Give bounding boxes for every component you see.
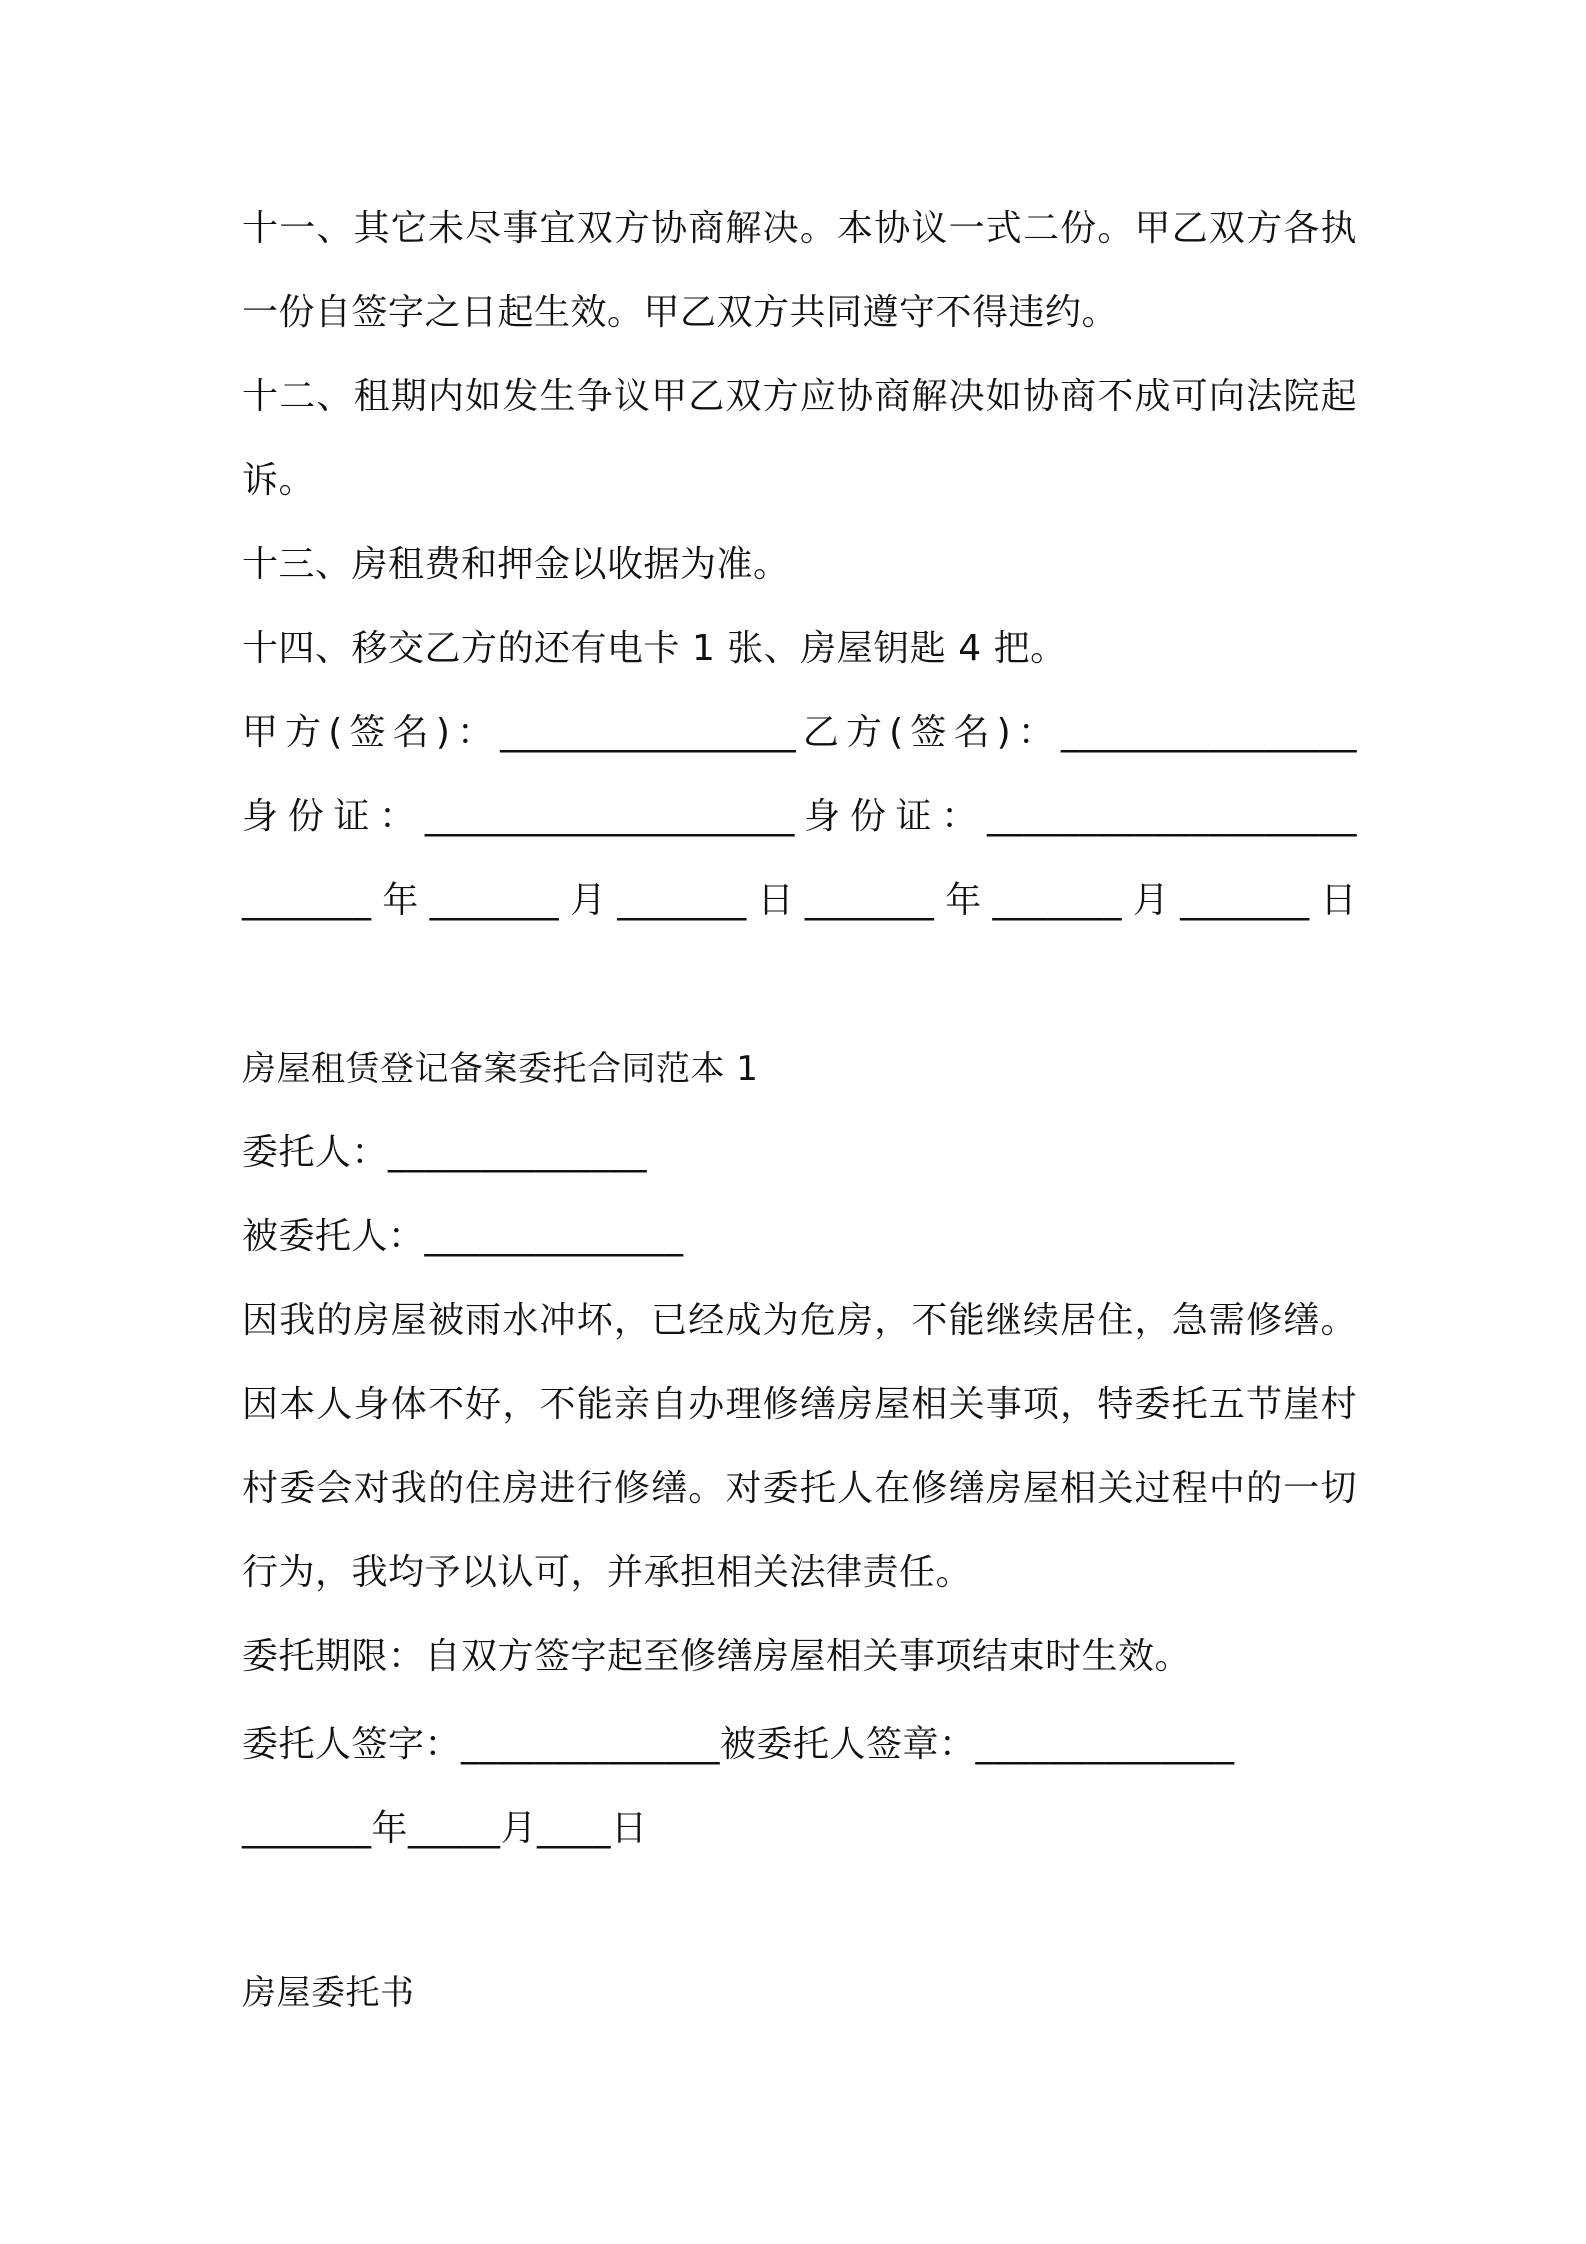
entrust-date: _______年_____月____日	[242, 1808, 648, 1849]
entrust-term: 委托期限：自双方签字起至修缮房屋相关事项结束时生效。	[242, 1636, 1192, 1677]
clause-12-line-2: 诉。	[242, 460, 316, 501]
clause-12-line-1: 十二、租期内如发生争议甲乙双方应协商解决如协商不成可向法院起	[242, 376, 1357, 417]
entrust-signatures: 委托人签字：______________被委托人签章：______________	[242, 1724, 1235, 1765]
clause-11-line-1: 十一、其它未尽事宜双方协商解决。本协议一式二份。甲乙双方各执	[242, 208, 1357, 249]
entrust-body-line-4: 行为，我均予以认可，并承担相关法律责任。	[242, 1552, 973, 1593]
entrust-body-line-3: 村委会对我的住房进行修缮。对委托人在修缮房屋相关过程中的一切	[242, 1468, 1357, 1509]
party-signature-line: 甲方(签名)：________________乙方(签名)：________________	[242, 712, 1357, 753]
next-section-title: 房屋委托书	[242, 1973, 415, 2013]
clause-14: 十四、移交乙方的还有电卡 1 张、房屋钥匙 4 把。	[242, 628, 1067, 669]
agent-line: 被委托人：______________	[242, 1216, 684, 1257]
clause-13: 十三、房租费和押金以收据为准。	[242, 544, 790, 585]
entrust-body-line-1: 因我的房屋被雨水冲坏，已经成为危房，不能继续居住，急需修缮。	[242, 1300, 1357, 1341]
id-card-line: 身份证：____________________身份证：____________________	[242, 796, 1357, 837]
entrust-body-line-2: 因本人身体不好，不能亲自办理修缮房屋相关事项，特委托五节崖村	[242, 1384, 1357, 1425]
client-line: 委托人：______________	[242, 1132, 648, 1173]
clause-11-line-2: 一份自签字之日起生效。甲乙双方共同遵守不得违约。	[242, 292, 1119, 333]
signing-date-line: _______年_______月_______日_______年_______月_______日	[242, 880, 1357, 921]
entrust-contract-title: 房屋租赁登记备案委托合同范本 1	[242, 1049, 759, 1089]
